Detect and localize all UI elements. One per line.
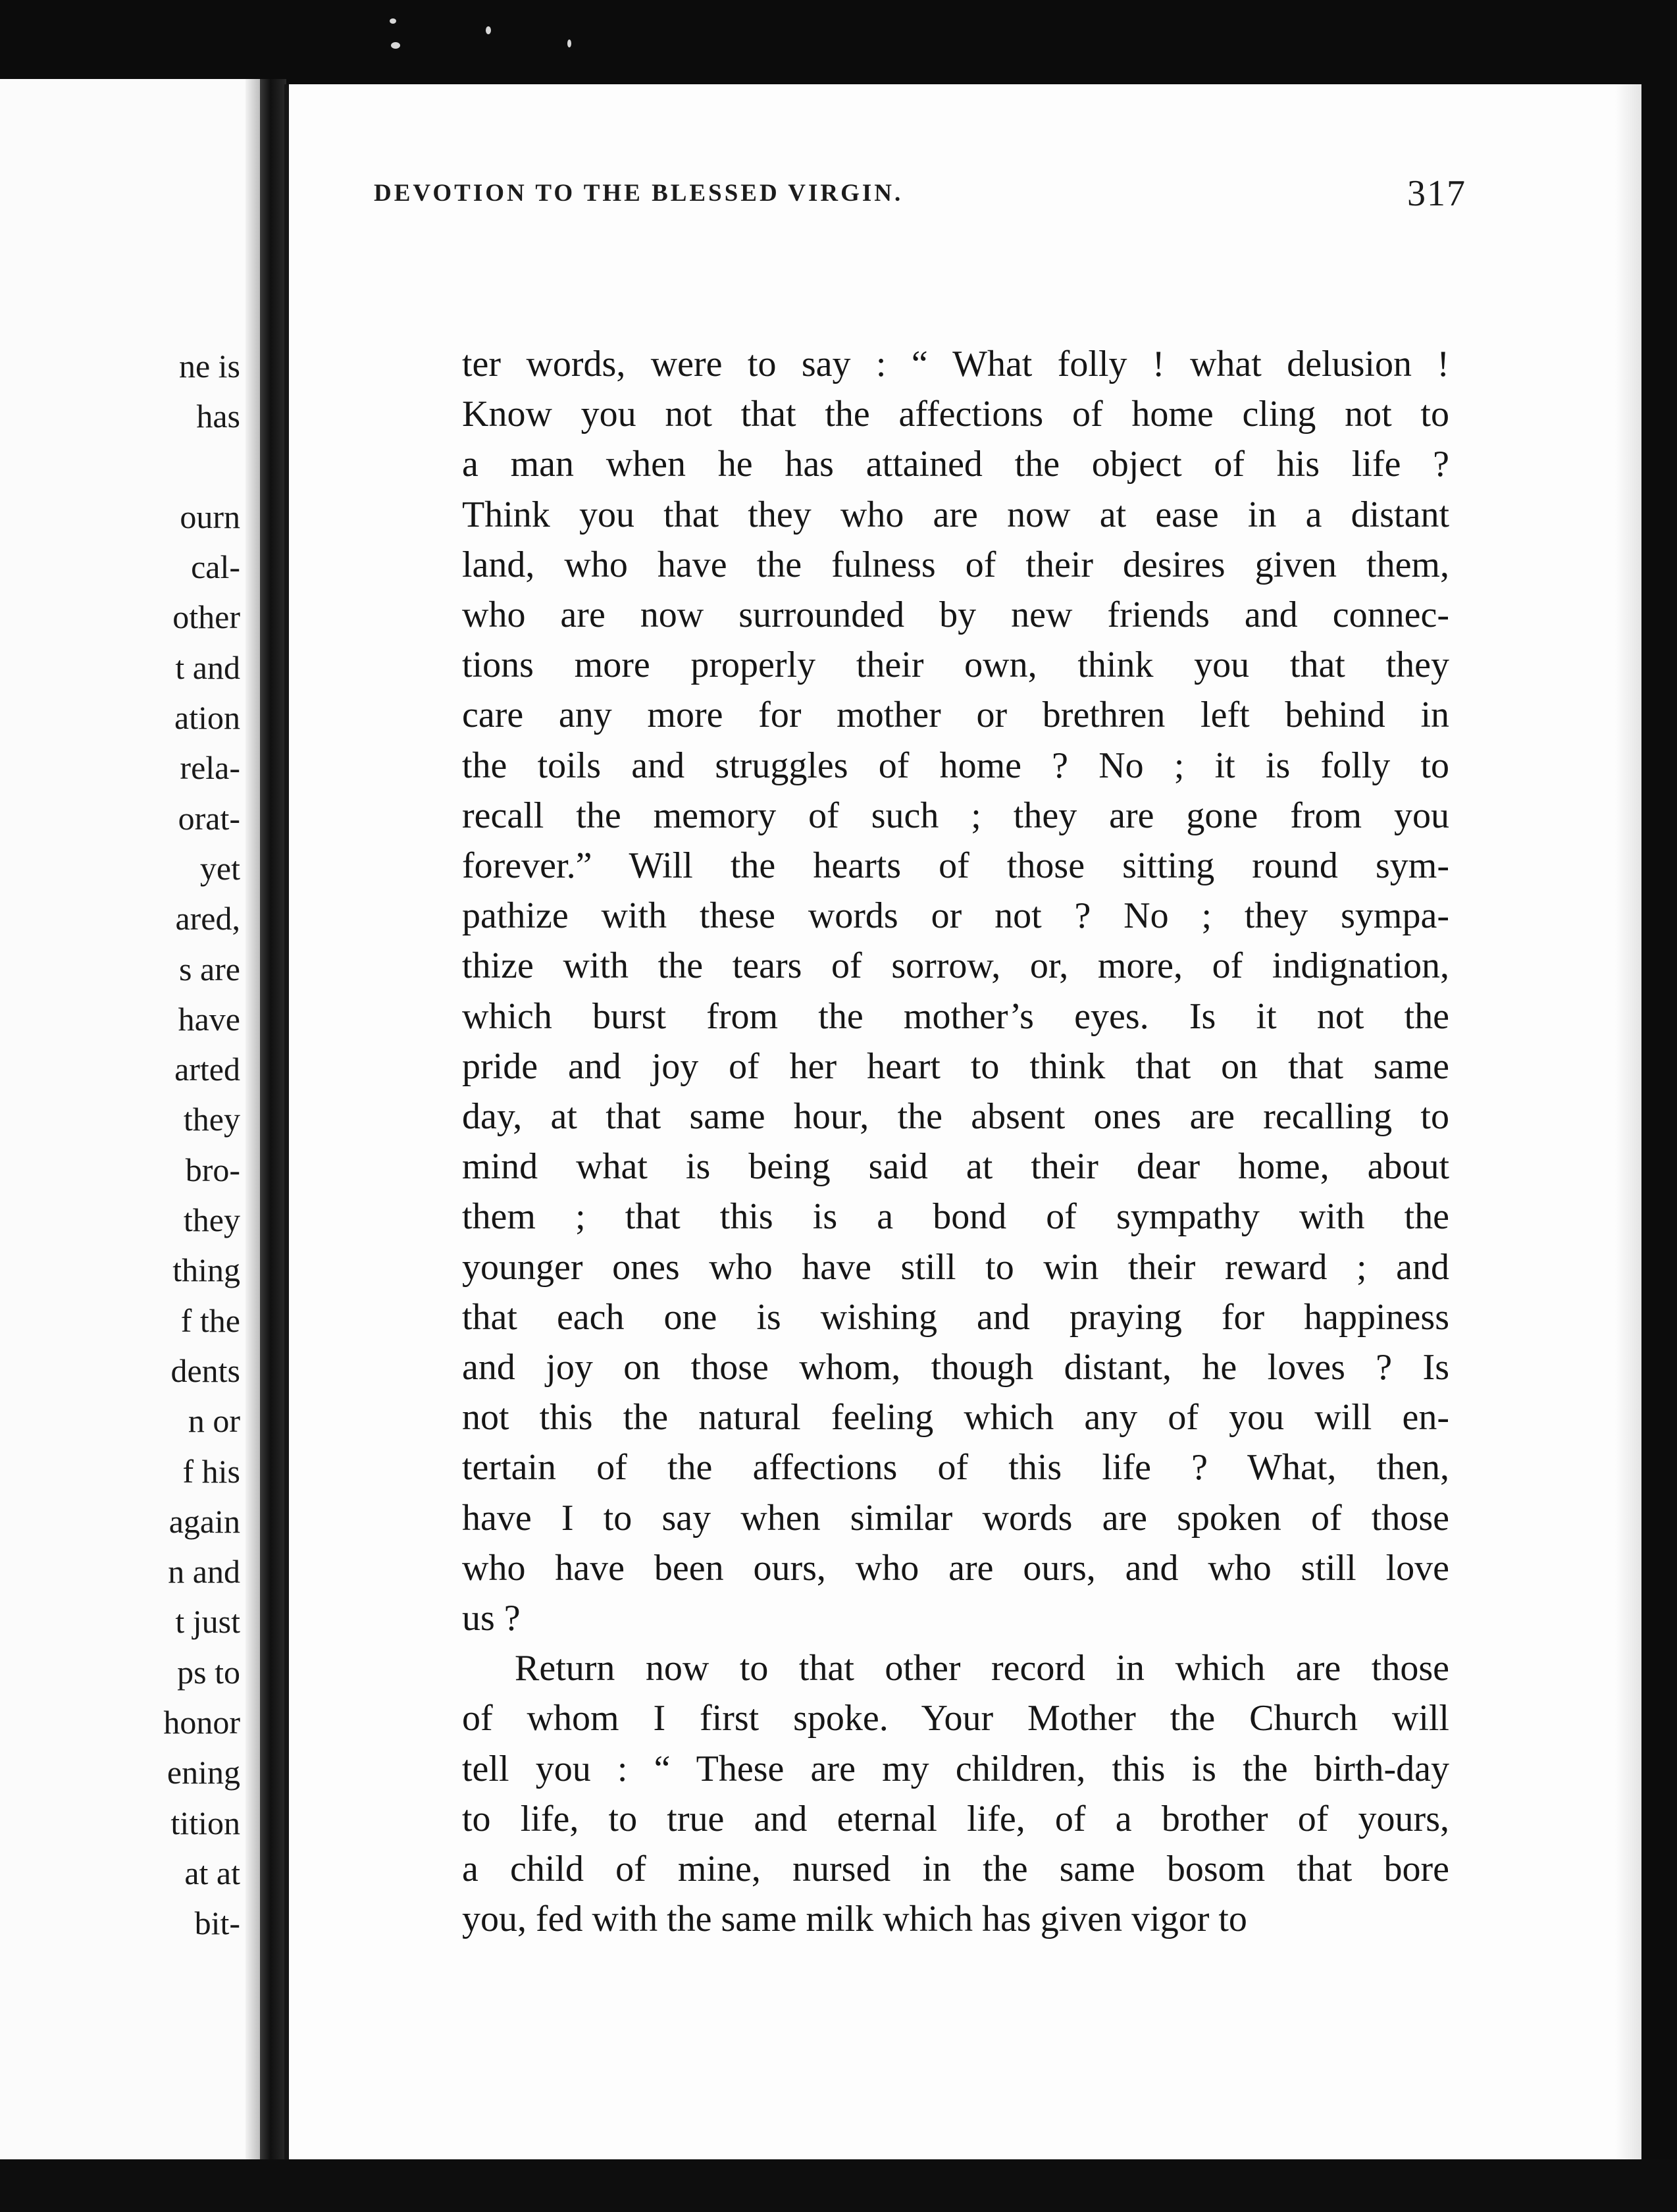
text-line: who are now surrounded by new friends and connec- bbox=[462, 594, 1449, 636]
text-line: Think you that they who are now at ease in a distant bbox=[462, 494, 1449, 535]
facing-page-line: t and bbox=[175, 648, 240, 686]
page-edge bbox=[1615, 84, 1641, 2159]
text-line: day, at that same hour, the absent ones are recalling to bbox=[462, 1096, 1449, 1138]
facing-page-text bbox=[163, 341, 240, 1949]
text-line: ter words, were to say : “ What folly ! what delusion ! bbox=[462, 344, 1449, 384]
facing-page-line: again bbox=[168, 1502, 240, 1540]
text-line: that each one is wishing and praying for happiness bbox=[462, 1296, 1449, 1338]
facing-page-line: s are bbox=[179, 950, 240, 988]
scan-speck bbox=[486, 26, 491, 34]
facing-page-line: other bbox=[172, 598, 240, 636]
facing-page-line: ation bbox=[174, 699, 240, 737]
facing-page-line: thing bbox=[172, 1251, 240, 1289]
text-line: a child of mine, nursed in the same bosom that bore bbox=[462, 1849, 1449, 1890]
text-line: care any more for mother or brethren left behind in bbox=[462, 695, 1449, 736]
text-line: pathize with these words or not ? No ; they sympa- bbox=[462, 895, 1449, 937]
scan-speck bbox=[391, 42, 400, 49]
book-gutter bbox=[260, 79, 286, 2159]
text-line: have I to say when similar words are spoken of those bbox=[462, 1497, 1449, 1539]
facing-page-line: orat- bbox=[178, 799, 240, 837]
text-line: who have been ours, who are ours, and who still love bbox=[462, 1547, 1449, 1589]
text-line: tertain of the affections of this life ? What, then, bbox=[462, 1447, 1449, 1488]
facing-page-line: have bbox=[178, 1000, 240, 1038]
text-line: thize with the tears of sorrow, or, more, of indignation, bbox=[462, 945, 1449, 987]
facing-page-line: n and bbox=[168, 1553, 240, 1591]
facing-page-line: ne is bbox=[178, 348, 240, 384]
text-line: tions more properly their own, think you that they bbox=[462, 645, 1449, 686]
facing-page bbox=[0, 79, 260, 2159]
text-line: the toils and struggles of home ? No ; it is folly to bbox=[462, 745, 1449, 786]
facing-page-line: tition bbox=[170, 1804, 240, 1841]
running-head bbox=[374, 172, 1466, 219]
text-line: younger ones who have still to win their reward ; and bbox=[462, 1246, 1449, 1288]
facing-page-line: bro- bbox=[185, 1151, 240, 1188]
facing-page-line: honor bbox=[163, 1704, 240, 1741]
text-line: pride and joy of her heart to think that on that same bbox=[462, 1045, 1449, 1087]
facing-page-line: arted bbox=[174, 1051, 240, 1088]
facing-page-line: yet bbox=[199, 849, 240, 887]
facing-page-line: cal- bbox=[191, 548, 240, 586]
facing-page-line: dents bbox=[170, 1352, 240, 1389]
text-line: Return now to that other record in which are those bbox=[515, 1648, 1449, 1689]
text-line: a man when he has attained the object of his life ? bbox=[462, 444, 1449, 485]
spine-shadow bbox=[245, 79, 260, 2159]
page-number: 317 bbox=[1407, 173, 1466, 214]
text-line: and joy on those whom, though distant, he loves ? Is bbox=[462, 1347, 1449, 1388]
facing-page-line: f the bbox=[180, 1302, 240, 1339]
facing-page-line: at at bbox=[184, 1854, 240, 1891]
text-line: to life, to true and eternal life, of a brother of yours, bbox=[462, 1798, 1449, 1839]
facing-page-line: has bbox=[196, 398, 240, 435]
facing-page-line bbox=[163, 442, 240, 492]
text-line: you, fed with the same milk which has given vigor to bbox=[462, 1899, 1247, 1940]
scan-speck bbox=[390, 18, 396, 24]
text-line: of whom I first spoke. Your Mother the Church will bbox=[462, 1698, 1449, 1739]
facing-page-line: ared, bbox=[175, 900, 240, 937]
text-line: forever.” Will the hearts of those sitting round sym- bbox=[462, 845, 1449, 887]
text-line: recall the memory of such ; they are gone from you bbox=[462, 795, 1449, 836]
text-line: which burst from the mother’s eyes. Is it not the bbox=[462, 995, 1449, 1037]
facing-page-line: t just bbox=[175, 1603, 240, 1641]
text-line: them ; that this is a bond of sympathy with the bbox=[462, 1196, 1449, 1238]
text-line: mind what is being said at their dear home, about bbox=[462, 1146, 1449, 1188]
text-line: us ? bbox=[462, 1598, 521, 1639]
facing-page-line: ourn bbox=[180, 498, 240, 535]
text-line: not this the natural feeling which any of you will en- bbox=[462, 1397, 1449, 1438]
facing-page-line: they bbox=[183, 1201, 240, 1239]
facing-page-line: n or bbox=[188, 1402, 240, 1440]
facing-page-line: f his bbox=[182, 1452, 240, 1490]
facing-page-line: ening bbox=[167, 1754, 240, 1791]
facing-page-line: they bbox=[183, 1101, 240, 1138]
facing-page-line: bit- bbox=[194, 1905, 240, 1942]
facing-page-line: rela- bbox=[180, 749, 240, 787]
text-line: Know you not that the affections of home cling not to bbox=[462, 394, 1449, 435]
facing-page-line: ps to bbox=[177, 1653, 240, 1691]
scan-bottom-border bbox=[0, 2159, 1677, 2212]
body-text bbox=[462, 339, 1449, 1945]
running-title: DEVOTION TO THE BLESSED VIRGIN. bbox=[374, 180, 904, 207]
text-line: tell you : “ These are my children, this is the birth-day bbox=[462, 1748, 1449, 1789]
text-line: land, who have the fulness of their desires given them, bbox=[462, 544, 1449, 585]
scan-speck bbox=[567, 40, 571, 47]
